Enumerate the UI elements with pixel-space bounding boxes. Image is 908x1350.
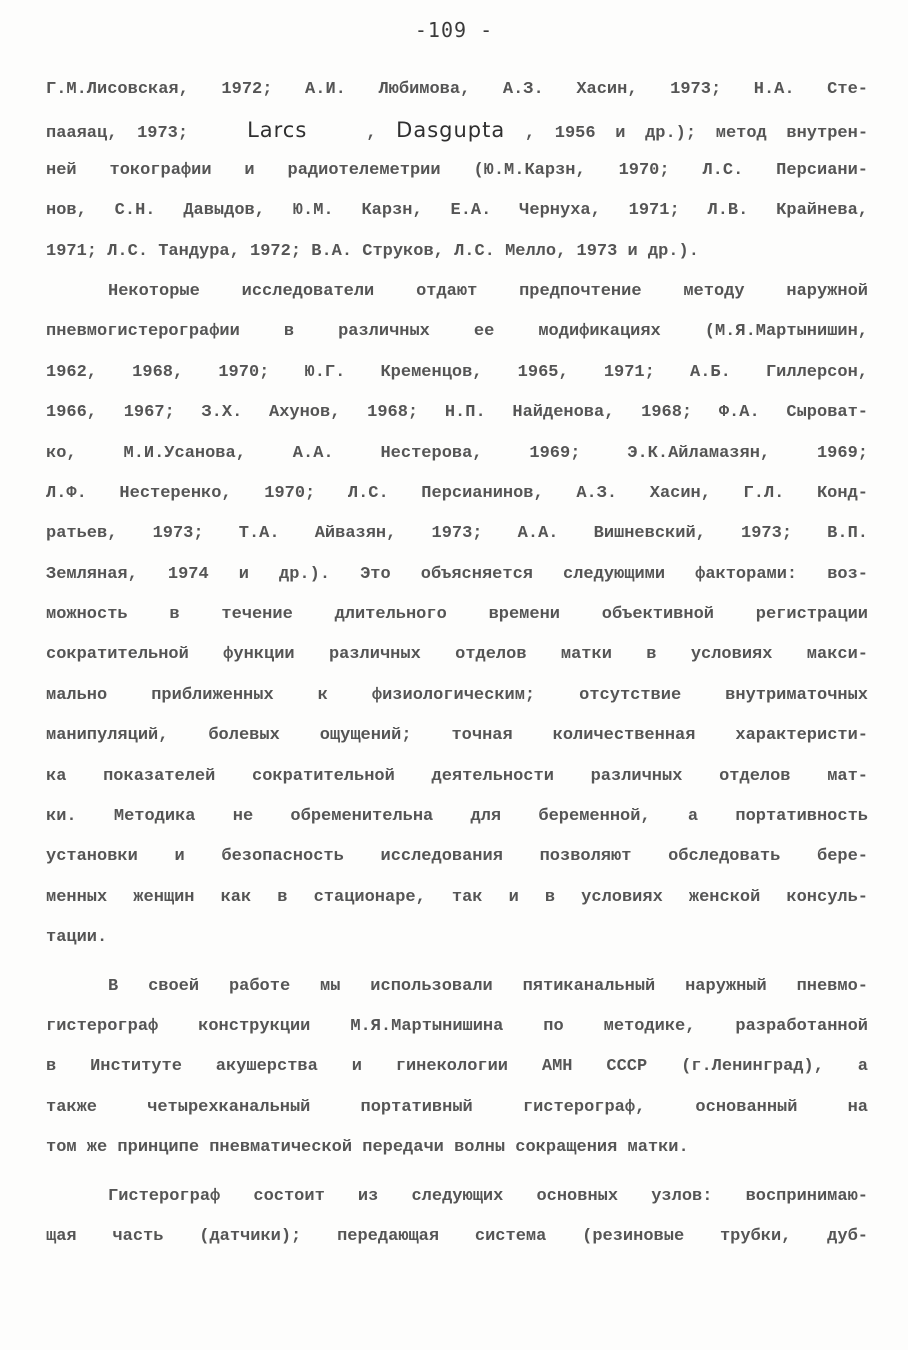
text-line: ко, М.И.Усанова, А.А. Нестерова, 1969; Э.К.Айламазян, 1969;	[46, 443, 868, 463]
text-line: в Институте акушерства и гинекологии АМН СССР (г.Ленинград), а	[46, 1057, 868, 1077]
paragraph-gap	[46, 1169, 868, 1177]
text-line: том же принципе пневматической передачи волны сокращения матки.	[46, 1138, 689, 1158]
text-line: Некоторые исследователи отдают предпочтение методу наружной	[108, 281, 868, 301]
text-line: менных женщин как в стационаре, так и в условиях женской консуль-	[46, 887, 868, 907]
text-line: тации.	[46, 928, 108, 948]
page-number: -109 -	[414, 18, 494, 42]
text-line: 1966, 1967; З.Х. Ахунов, 1968; Н.П. Найденова, 1968; Ф.А. Сыроват-	[46, 403, 868, 423]
handwritten-name: Dasgupta	[396, 118, 506, 143]
text-segment: пааяац, 1973;	[46, 124, 189, 144]
text-line: В своей работе мы использовали пятиканальный наружный пневмо-	[108, 976, 868, 996]
text-line: манипуляций, болевых ощущений; точная количественная характеристи-	[46, 726, 868, 746]
paragraph	[46, 967, 868, 1169]
text-line: щая часть (датчики); передающая система (резиновые трубки, дуб-	[46, 1226, 868, 1246]
text-line: нов, С.Н. Давыдов, Ю.М. Карзн, Е.А. Чернуха, 1971; Л.В. Крайнева,	[46, 201, 868, 221]
paragraph	[46, 70, 868, 272]
paragraph	[46, 272, 868, 959]
text-line: Гистерограф состоит из следующих основных узлов: воспринимаю-	[108, 1186, 868, 1206]
text-line: Г.М.Лисовская, 1972; А.И. Любимова, А.З. Хасин, 1973; Н.А. Сте-	[46, 80, 868, 99]
text-line: гистерограф конструкции М.Я.Мартынишина по методике, разработанной	[46, 1016, 868, 1036]
handwritten-name: Larcs	[247, 118, 308, 143]
text-segment: , 1956 и др.); метод внутрен-	[524, 124, 868, 144]
text-line: также четырехканальный портативный гистерограф, основанный на	[46, 1097, 868, 1117]
text-line: пневмогистерографии в различных ее модификациях (М.Я.Мартынишин,	[46, 322, 868, 342]
text-line	[46, 110, 868, 150]
text-line: Л.Ф. Нестеренко, 1970; Л.С. Персианинов, А.З. Хасин, Г.Л. Конд-	[46, 483, 868, 503]
text-line: ней токографии и радиотелеметрии (Ю.М.Карзн, 1970; Л.С. Персиани-	[46, 160, 868, 180]
text-line: Земляная, 1974 и др.). Это объясняется следующими факторами: воз-	[46, 564, 868, 584]
text-line: можность в течение длительного времени объективной регистрации	[46, 605, 868, 625]
text-line: 1962, 1968, 1970; Ю.Г. Кременцов, 1965, 1971; А.Б. Гиллерсон,	[46, 362, 868, 382]
body-text	[46, 70, 868, 1257]
text-line: мально приближенных к физиологическим; отсутствие внутриматочных	[46, 685, 868, 705]
text-line: 1971; Л.С. Тандура, 1972; В.А. Струков, Л.С. Мелло, 1973 и др.).	[46, 241, 699, 261]
paragraph	[46, 1177, 868, 1258]
text-line: ка показателей сократительной деятельности различных отделов мат-	[46, 766, 868, 786]
text-line: установки и безопасность исследования позволяют обследовать бере-	[46, 847, 868, 867]
text-segment: ,	[366, 124, 377, 144]
text-line: сократительной функции различных отделов матки в условиях макси-	[46, 645, 868, 665]
text-line: ки. Методика не обременительна для беременной, а портативность	[46, 807, 868, 827]
text-line: ратьев, 1973; Т.А. Айвазян, 1973; А.А. Вишневский, 1973; В.П.	[46, 524, 868, 544]
paragraph-gap	[46, 959, 868, 967]
